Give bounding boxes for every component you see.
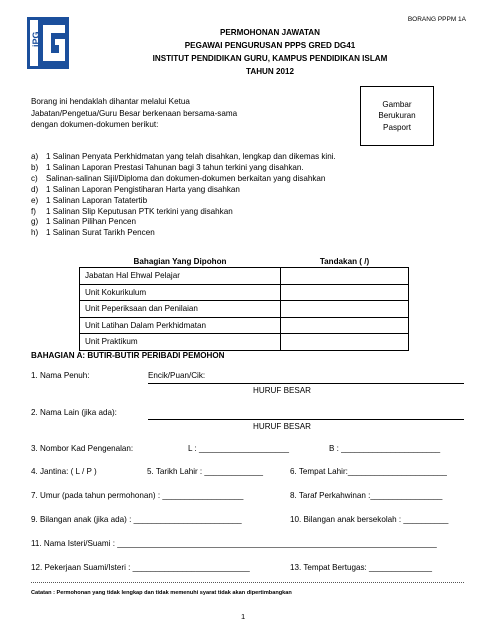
ic-new-field[interactable]: L : ____________________	[188, 444, 289, 453]
form-code: BORANG PPPM 1A	[407, 16, 466, 23]
age-field[interactable]: 7. Umur (pada tahun permohonan) : __________________	[31, 491, 244, 500]
list-text: 1 Salinan Surat Tarikh Pencen	[46, 228, 155, 238]
gender-field[interactable]: 4. Jantina: ( L / P )	[31, 467, 97, 476]
document-list	[31, 152, 336, 239]
unit-name: Jabatan Hal Ehwal Pelajar	[80, 268, 281, 285]
header-institution: INSTITUT PENDIDIKAN GURU, KAMPUS PENDIDIKAN ISLAM	[152, 54, 388, 63]
units-table	[79, 256, 409, 351]
list-key: f)	[31, 206, 36, 216]
column-header-unit: Bahagian Yang Dipohon	[80, 256, 281, 268]
photo-label-3: Pasport	[383, 122, 411, 132]
list-item	[31, 228, 336, 239]
other-name-hint: HURUF BESAR	[253, 422, 312, 431]
photo-label-1: Gambar	[382, 100, 412, 110]
svg-text:iPG: iPG	[31, 31, 41, 47]
page-number: 1	[241, 612, 246, 621]
footer-note: Catatan : Permohonan yang tidak lengkap dan tidak memenuhi syarat tidak akan dipertimbangkan	[31, 590, 292, 596]
mark-cell[interactable]	[281, 334, 409, 351]
birth-place-field[interactable]: 6. Tempat Lahir:______________________	[290, 467, 447, 476]
list-key: c)	[31, 173, 38, 183]
list-text: 1 Salinan Laporan Prestasi Tahunan bagi 3 tahun terkini yang disahkan.	[46, 162, 304, 172]
schooling-children-field[interactable]: 10. Bilangan anak bersekolah : __________	[290, 515, 449, 524]
header-year: TAHUN 2012	[246, 67, 294, 76]
unit-name: Unit Latihan Dalam Perkhidmatan	[80, 317, 281, 334]
mark-cell[interactable]	[281, 284, 409, 301]
column-header-mark: Tandakan ( /)	[281, 256, 409, 268]
list-item	[31, 207, 336, 218]
full-name-label: 1. Nama Penuh:	[31, 371, 90, 380]
full-name-hint: HURUF BESAR	[253, 386, 312, 395]
unit-name: Unit Praktikum	[80, 334, 281, 351]
title-prefix-label: Encik/Puan/Cik:	[148, 371, 206, 380]
list-item	[31, 196, 336, 207]
passport-photo-box	[360, 86, 434, 146]
list-item	[31, 217, 336, 228]
list-text: 1 Salinan Laporan Pengistiharan Harta yang disahkan	[46, 184, 240, 194]
work-place-field[interactable]: 13. Tempat Bertugas: ______________	[290, 563, 433, 572]
birth-date-field[interactable]: 5. Tarikh Lahir : _____________	[147, 467, 263, 476]
header-position: PEGAWAI PENGURUSAN PPPS GRED DG41	[184, 41, 356, 50]
footer-divider	[31, 582, 464, 583]
list-item	[31, 163, 336, 174]
ic-number-label: 3. Nombor Kad Pengenalan:	[31, 444, 134, 453]
list-item	[31, 174, 336, 185]
table-row	[80, 284, 409, 301]
list-key: h)	[31, 228, 39, 238]
list-text: 1 Salinan Laporan Tatatertib	[46, 195, 148, 205]
table-row	[80, 317, 409, 334]
table-row	[80, 268, 409, 285]
other-name-field[interactable]	[148, 419, 464, 420]
photo-label-2: Berukuran	[378, 111, 416, 121]
ipg-logo	[27, 17, 69, 69]
list-item	[31, 185, 336, 196]
list-item	[31, 152, 336, 163]
list-text: 1 Salinan Penyata Perkhidmatan yang telah disahkan, lengkap dan dikemas kini.	[46, 152, 336, 161]
unit-name: Unit Kokurikulum	[80, 284, 281, 301]
spouse-name-field[interactable]: 11. Nama Isteri/Suami : _______________________________________________________________________	[31, 539, 437, 548]
list-key: d)	[31, 184, 39, 194]
marital-status-field[interactable]: 8. Taraf Perkahwinan :________________	[290, 491, 443, 500]
unit-name: Unit Peperiksaan dan Penilaian	[80, 301, 281, 318]
list-key: a)	[31, 152, 39, 161]
table-row	[80, 301, 409, 318]
list-key: e)	[31, 195, 39, 205]
other-name-label: 2. Nama Lain (jika ada):	[31, 408, 117, 417]
list-text: Salinan-salinan Sijil/Diploma dan dokumen-dokumen berkaitan yang disahkan	[46, 173, 326, 183]
table-header-row	[80, 256, 409, 268]
list-key: g)	[31, 217, 39, 227]
list-text: 1 Salinan Slip Keputusan PTK terkini yang disahkan	[46, 206, 233, 216]
children-count-field[interactable]: 9. Bilangan anak (jika ada) : ________________________	[31, 515, 242, 524]
full-name-field[interactable]	[148, 383, 464, 384]
intro-text: Borang ini hendaklah dihantar melalui Ketua Jabatan/Pengetua/Guru Besar berkenaan bersama-sama dengan dokumen-dokumen berikut:	[31, 97, 238, 130]
mark-cell[interactable]	[281, 301, 409, 318]
section-a-heading: BAHAGIAN A: BUTIR-BUTIR PERIBADI PEMOHON	[31, 351, 225, 360]
list-text: 1 Salinan Pilihan Pencen	[46, 217, 136, 227]
mark-cell[interactable]	[281, 268, 409, 285]
ic-old-field[interactable]: B : ______________________	[329, 444, 441, 453]
list-key: b)	[31, 162, 39, 172]
mark-cell[interactable]	[281, 317, 409, 334]
spouse-occupation-field[interactable]: 12. Pekerjaan Suami/Isteri : __________________________	[31, 563, 250, 572]
table-row	[80, 334, 409, 351]
header-title: PERMOHONAN JAWATAN	[220, 28, 320, 37]
